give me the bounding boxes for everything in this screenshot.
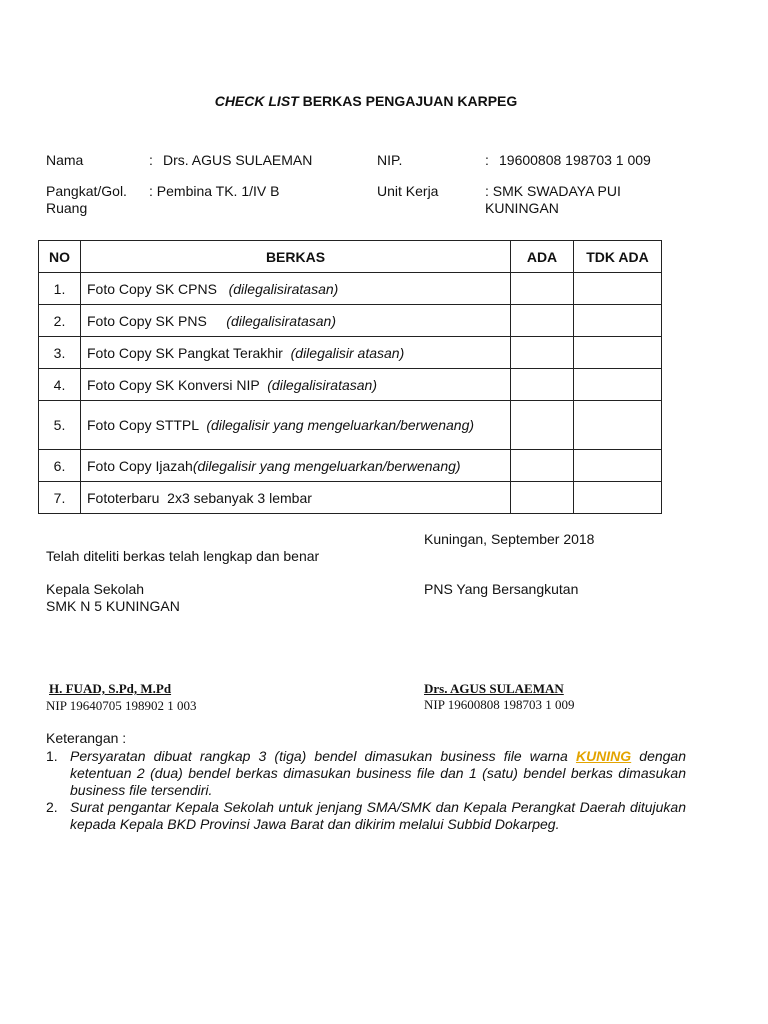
row-item (81, 450, 511, 482)
tdk-ada-checkbox-cell[interactable] (574, 337, 662, 369)
nama-label: Nama (46, 152, 84, 168)
note-number: 1. (46, 748, 58, 764)
row-item (81, 305, 511, 337)
row-number: 3. (39, 337, 81, 369)
table-row (39, 369, 662, 401)
ada-checkbox-cell[interactable] (511, 450, 574, 482)
item-text: Foto Copy Ijazah (87, 457, 193, 474)
tdk-ada-checkbox-cell[interactable] (574, 401, 662, 450)
table-header-row (39, 241, 662, 273)
row-item (81, 273, 511, 305)
item-text: Foto Copy SK PNS (87, 312, 227, 329)
row-item (81, 482, 511, 514)
nip-label: NIP. (377, 152, 403, 168)
header-berkas: BERKAS (81, 241, 511, 273)
item-note: (dilegalisir yang mengeluarkan/berwenang) (192, 457, 461, 474)
highlight-kuning: KUNING (575, 748, 632, 764)
row-number: 5. (39, 401, 81, 450)
right-signer-nip: NIP 19600808 198703 1 009 (424, 697, 575, 712)
note-item (46, 748, 686, 799)
item-text: Foto Copy SK Pangkat Terakhir (87, 344, 291, 361)
tdk-ada-checkbox-cell[interactable] (574, 369, 662, 401)
tdk-ada-checkbox-cell[interactable] (574, 305, 662, 337)
item-note: (dilegalisiratasan) (228, 280, 339, 297)
unit-kerja-label: Unit Kerja (377, 183, 439, 199)
row-number: 6. (39, 450, 81, 482)
title-rest: BERKAS PENGAJUAN KARPEG (298, 93, 518, 109)
right-signer-role: PNS Yang Bersangkutan (424, 581, 579, 597)
ada-checkbox-cell[interactable] (511, 369, 574, 401)
header-no: NO (39, 241, 81, 273)
left-signer-institution: SMK N 5 KUNINGAN (46, 598, 180, 614)
item-text: Foto Copy SK CPNS (87, 280, 229, 297)
table-row (39, 401, 662, 450)
note-text: Surat pengantar Kepala Sekolah untuk jenjang SMA/SMK dan Kepala Perangkat Daerah ditujukan kepada Kepala BKD Provinsi Jawa Barat dan dikirim melalui Subbid Dokarpeg. (70, 799, 686, 832)
left-signer-nip: NIP 19640705 198902 1 003 (46, 698, 197, 713)
note-text-a: Persyaratan dibuat rangkap 3 (tiga) bendel dimasukan business file warna (70, 748, 576, 764)
table-row (39, 305, 662, 337)
item-text: Foto Copy STTPL (87, 416, 207, 433)
ruang-label: Ruang (46, 200, 88, 216)
row-number: 7. (39, 482, 81, 514)
note-item (46, 799, 686, 833)
pangkat-value: : Pembina TK. 1/IV B (149, 183, 280, 199)
nama-separator: : (149, 152, 153, 168)
item-note: (dilegalisir atasan) (290, 344, 405, 361)
nama-value: Drs. AGUS SULAEMAN (163, 152, 313, 168)
header-tdk-ada: TDK ADA (574, 241, 662, 273)
row-item (81, 369, 511, 401)
tdk-ada-checkbox-cell[interactable] (574, 273, 662, 305)
row-number: 1. (39, 273, 81, 305)
notes-list (46, 748, 686, 833)
table-row (39, 450, 662, 482)
ada-checkbox-cell[interactable] (511, 401, 574, 450)
left-signer-name: H. FUAD, S.Pd, M.Pd (49, 681, 172, 696)
title-italic: CHECK LIST (214, 93, 299, 109)
document-title (0, 93, 732, 109)
nip-value: 19600808 198703 1 009 (499, 152, 651, 168)
checklist-table (38, 240, 662, 514)
row-item (81, 337, 511, 369)
unit-kerja-value: : SMK SWADAYA PUI (485, 183, 621, 199)
note-text-b: dengan ketentuan 2 (dua) bendel berkas dimasukan business file dan 1 (satu) bendel berkas dimasukan business file tersendiri. (70, 748, 687, 798)
right-signer-name: Drs. AGUS SULAEMAN (424, 681, 564, 696)
unit-kerja-value-line2: KUNINGAN (485, 200, 559, 216)
left-signer-role: Kepala Sekolah (46, 581, 145, 597)
row-number: 4. (39, 369, 81, 401)
item-note: (dilegalisiratasan) (267, 376, 377, 393)
ada-checkbox-cell[interactable] (511, 337, 574, 369)
ada-checkbox-cell[interactable] (511, 305, 574, 337)
note-number: 2. (46, 799, 58, 815)
item-note: (dilegalisir yang mengeluarkan/berwenang) (206, 416, 475, 433)
table-row (39, 482, 662, 514)
item-note: (dilegalisiratasan) (226, 312, 336, 329)
tdk-ada-checkbox-cell[interactable] (574, 482, 662, 514)
nip-separator: : (485, 152, 489, 168)
row-item (81, 401, 511, 450)
ada-checkbox-cell[interactable] (511, 273, 574, 305)
row-number: 2. (39, 305, 81, 337)
notes-heading: Keterangan : (46, 730, 127, 746)
verification-statement: Telah diteliti berkas telah lengkap dan benar (46, 548, 320, 564)
place-date: Kuningan, September 2018 (424, 531, 595, 547)
item-text: Foto Copy SK Konversi NIP (87, 376, 268, 393)
item-text: Fototerbaru 2x3 sebanyak 3 lembar (87, 489, 312, 506)
ada-checkbox-cell[interactable] (511, 482, 574, 514)
table-row (39, 273, 662, 305)
header-ada: ADA (511, 241, 574, 273)
table-row (39, 337, 662, 369)
tdk-ada-checkbox-cell[interactable] (574, 450, 662, 482)
pangkat-label: Pangkat/Gol. (46, 183, 127, 199)
